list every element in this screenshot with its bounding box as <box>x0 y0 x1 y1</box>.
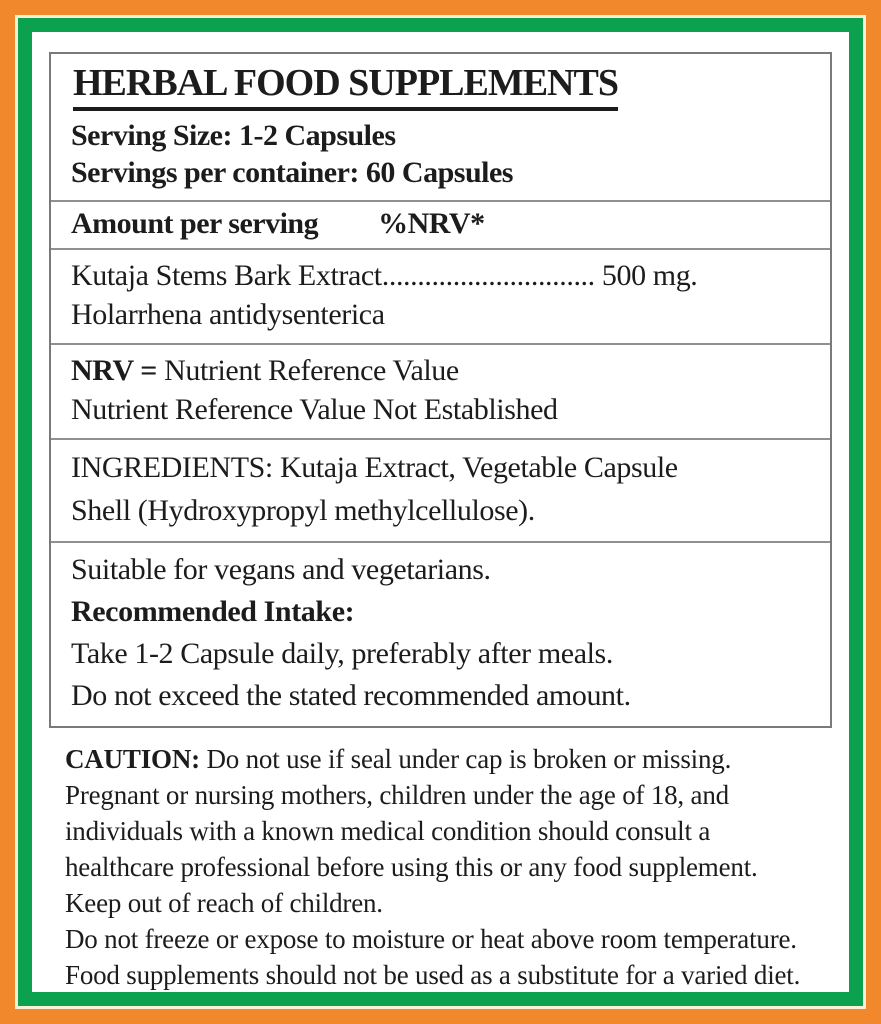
nrv-definition: Nutrient Reference Value <box>164 353 459 387</box>
nrv-abbrev: NRV = <box>71 353 157 387</box>
caution-line: Food supplements should not be used as a substitute for a varied diet. <box>65 959 801 990</box>
intake-instruction: Take 1-2 Capsule daily, preferably after meals. <box>71 636 613 670</box>
vegan-note: Suitable for vegans and vegetarians. <box>71 552 491 586</box>
label-content <box>32 32 849 992</box>
dot-leader: .............................. <box>381 258 595 292</box>
caution-label: CAUTION: <box>65 743 200 774</box>
nrv-header: %NRV* <box>378 206 485 240</box>
nrv-definition-line <box>71 351 810 390</box>
caution-line: Do not freeze or expose to moisture or heat above room temperature. <box>65 923 797 954</box>
usage-section <box>51 541 830 726</box>
serving-size-line: Serving Size: 1-2 Capsules <box>71 118 396 152</box>
caution-line: Keep out of reach of children. <box>65 887 383 918</box>
recommended-intake-heading: Recommended Intake: <box>71 594 355 628</box>
ingredients-line-2: Shell (Hydroxypropyl methylcellulose). <box>71 493 535 527</box>
caution-line: Pregnant or nursing mothers, children under the age of 18, and <box>65 779 729 810</box>
ingredients-line-1: INGREDIENTS: Kutaja Extract, Vegetable Capsule <box>71 450 678 484</box>
ingredients-list-section <box>51 438 830 541</box>
ingredient-amount: 500 mg. <box>601 258 698 292</box>
caution-text: Do not use if seal under cap is broken or missing. <box>206 743 732 774</box>
servings-per-container-line: Servings per container: 60 Capsules <box>71 155 513 189</box>
inner-green-frame <box>15 15 866 1009</box>
supplement-facts-panel <box>49 52 832 728</box>
amount-per-serving-header: Amount per serving <box>71 206 319 240</box>
ingredient-botanical-name: Holarrhena antidysenterica <box>71 297 385 331</box>
nrv-not-established-line: Nutrient Reference Value Not Established <box>71 392 558 426</box>
column-header-row <box>51 200 830 248</box>
caution-line: individuals with a known medical condition should consult a <box>65 815 711 846</box>
ingredient-name: Kutaja Stems Bark Extract <box>71 258 382 292</box>
ingredient-amount-line <box>71 256 810 295</box>
ingredient-row <box>51 248 830 343</box>
caution-line: healthcare professional before using this or any food supplement. <box>65 851 758 882</box>
nrv-note-section <box>51 343 830 438</box>
caution-line <box>65 741 828 777</box>
panel-title: HERBAL FOOD SUPPLEMENTS <box>73 62 618 111</box>
caution-section <box>49 728 832 992</box>
title-section <box>51 54 830 200</box>
exceed-warning: Do not exceed the stated recommended amount. <box>71 678 631 712</box>
